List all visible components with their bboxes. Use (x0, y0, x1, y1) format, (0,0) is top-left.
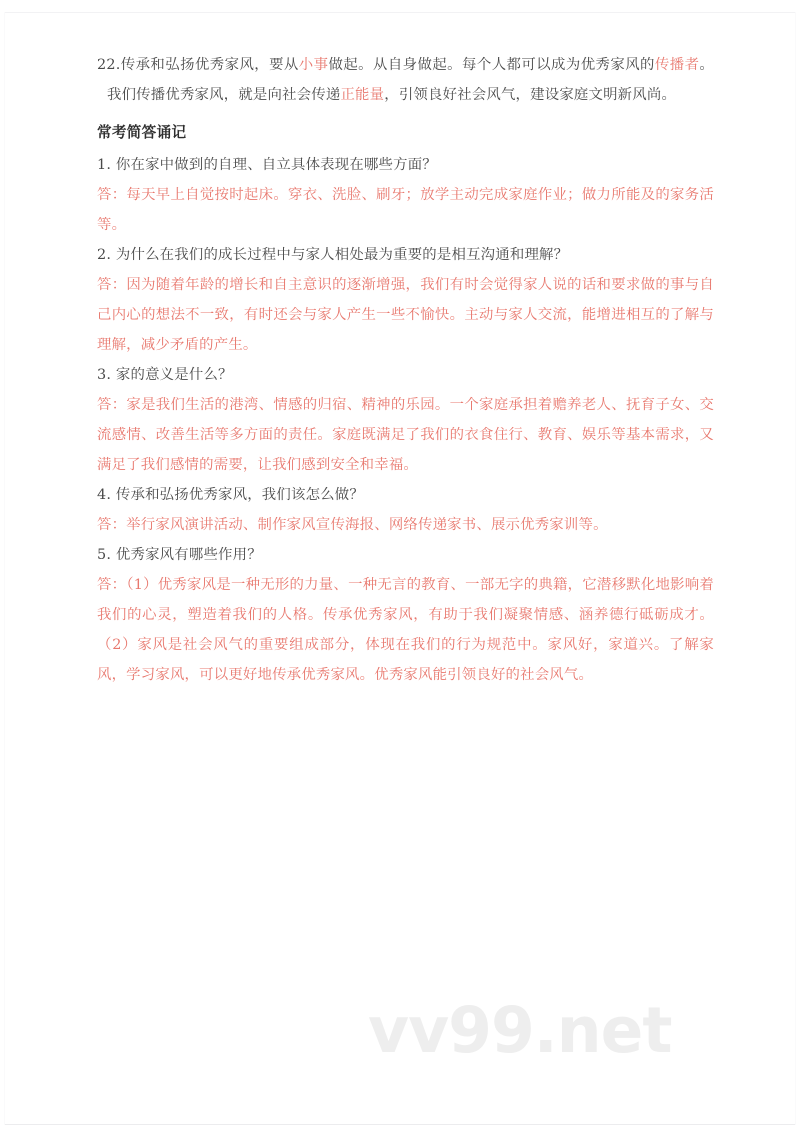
answer-4: 答：举行家风演讲活动、制作家风宣传海报、网络传递家书、展示优秀家训等。 (97, 517, 608, 533)
question-3: 3. 家的意义是什么？ (97, 367, 233, 383)
page-border-left (4, 12, 5, 1125)
item-22-segment-3: 。 (699, 57, 715, 73)
question-2: 2. 为什么在我们的成长过程中与家人相处最为重要的是相互沟通和理解？ (97, 247, 569, 263)
item-number: 22. (97, 57, 121, 73)
item-22-segment-2: 做起。从自身做起。每个人都可以成为优秀家风的 (328, 57, 655, 73)
question-5: 5. 优秀家风有哪些作用？ (97, 547, 262, 563)
item-22-highlight-3: 正能量 (340, 87, 385, 103)
item-22-segment-4: 我们传播优秀家风，就是向社会传递 (107, 87, 341, 103)
page-border-right (795, 12, 796, 1125)
site-watermark: vv99.net (368, 994, 672, 1067)
answer-2: 答：因为随着年龄的增长和自主意识的逐渐增强，我们有时会觉得家人说的话和要求做的事与自己内心的想法不一致，有时还会与家人产生一些不愉快。主动与家人交流，能增进相互的了解与理解，减少矛盾的产生。 (97, 277, 714, 353)
item-22-highlight-2: 传播者 (654, 57, 700, 73)
item-22-segment-5: ，引领良好社会风气，建设家庭文明新风尚。 (384, 87, 677, 103)
question-4: 4. 传承和弘扬优秀家风，我们该怎么做？ (97, 487, 364, 503)
document-text-body (97, 50, 714, 690)
item-22-highlight-1: 小事 (298, 57, 329, 73)
answer-1: 答：每天早上自觉按时起床。穿衣、洗脸、刷牙；放学主动完成家庭作业；做力所能及的家务活等。 (97, 187, 714, 233)
answer-5: 答：（1）优秀家风是一种无形的力量、一种无言的教育、一部无字的典籍，它潜移默化地影响着我们的心灵，塑造着我们的人格。传承优秀家风，有助于我们凝聚情感、涵养德行砥砺成才。（2）家风是社会风气的重要组成部分，体现在我们的行为规范中。家风好，家道兴。了解家风，学习家风，可以更好地传承优秀家风。优秀家风能引领良好的社会风气。 (97, 577, 714, 683)
section-heading: 常考简答诵记 (97, 124, 187, 141)
page-border-bottom (4, 1124, 796, 1125)
item-22-segment-1: 传承和弘扬优秀家风，要从 (120, 57, 299, 73)
answer-3: 答：家是我们生活的港湾、情感的归宿、精神的乐园。一个家庭承担着赡养老人、抚育子女、交流感情、改善生活等多方面的责任。家庭既满足了我们的衣食住行、教育、娱乐等基本需求，又满足了我们感情的需要，让我们感到安全和幸福。 (97, 397, 714, 473)
page-border-top (4, 12, 796, 13)
numbered-item-22 (97, 50, 714, 110)
question-1: 1. 你在家中做到的自理、自立具体表现在哪些方面？ (97, 157, 437, 173)
